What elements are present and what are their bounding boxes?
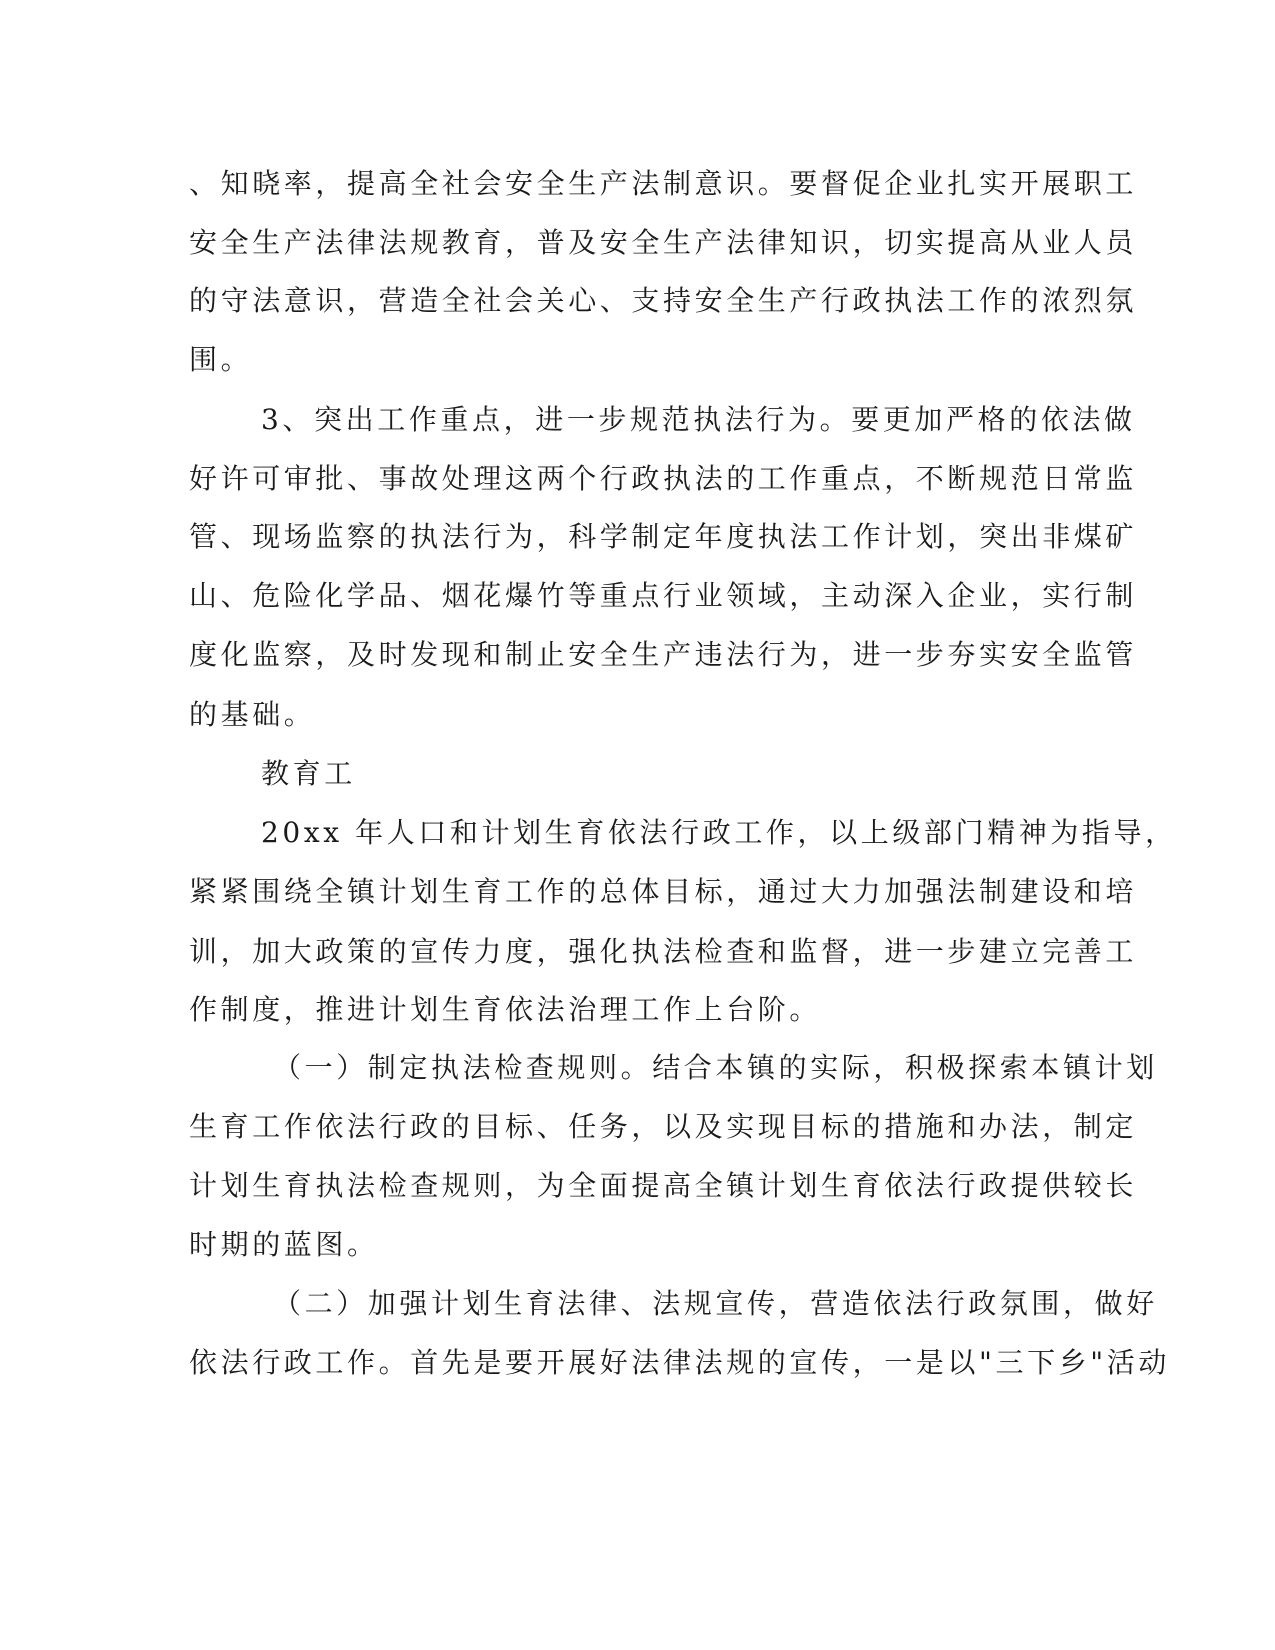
paragraph-start: 20xx 年人口和计划生育依法行政工作，以上级部门精神为指导， [261,816,1177,849]
text-line: 围。 [189,343,253,376]
paragraph-start: （一）制定执法检查规则。结合本镇的实际，积极探索本镇计划 [273,1051,1158,1084]
text-line: 的守法意识，营造全社会关心、支持安全生产行政执法工作的浓烈氛 [189,284,1138,317]
paragraph-start: 3、突出工作重点，进一步规范执法行为。要更加严格的依法做 [261,403,1136,436]
text-line: 安全生产法律法规教育，普及安全生产法律知识，切实提高从业人员 [189,226,1138,259]
paragraph-start: （二）加强计划生育法律、法规宣传，营造依法行政氛围，做好 [273,1287,1158,1320]
text-line: 度化监察，及时发现和制止安全生产违法行为，进一步夯实安全监管 [189,638,1138,671]
text-line: 好许可审批、事故处理这两个行政执法的工作重点，不断规范日常监 [189,462,1138,495]
text-line: 山、危险化学品、烟花爆竹等重点行业领域，主动深入企业，实行制 [189,579,1138,612]
text-line: 的基础。 [189,698,316,731]
text-line: 计划生育执法检查规则，为全面提高全镇计划生育依法行政提供较长 [189,1169,1138,1202]
text-line: 生育工作依法行政的目标、任务，以及实现目标的措施和办法，制定 [189,1110,1138,1143]
text-line: 紧紧围绕全镇计划生育工作的总体目标，通过大力加强法制建设和培 [189,875,1138,908]
text-line: 训，加大政策的宣传力度，强化执法检查和监督，进一步建立完善工 [189,935,1138,968]
text-line: 、知晓率，提高全社会安全生产法制意识。要督促企业扎实开展职工 [189,167,1138,200]
text-line: 依法行政工作。首先是要开展好法律法规的宣传，一是以"三下乡"活动 [189,1346,1170,1379]
text-line: 作制度，推进计划生育依法治理工作上台阶。 [189,993,822,1026]
text-line: 时期的蓝图。 [189,1228,379,1261]
section-heading: 教育工 [261,757,356,790]
text-line: 管、现场监察的执法行为，科学制定年度执法工作计划，突出非煤矿 [189,520,1138,553]
